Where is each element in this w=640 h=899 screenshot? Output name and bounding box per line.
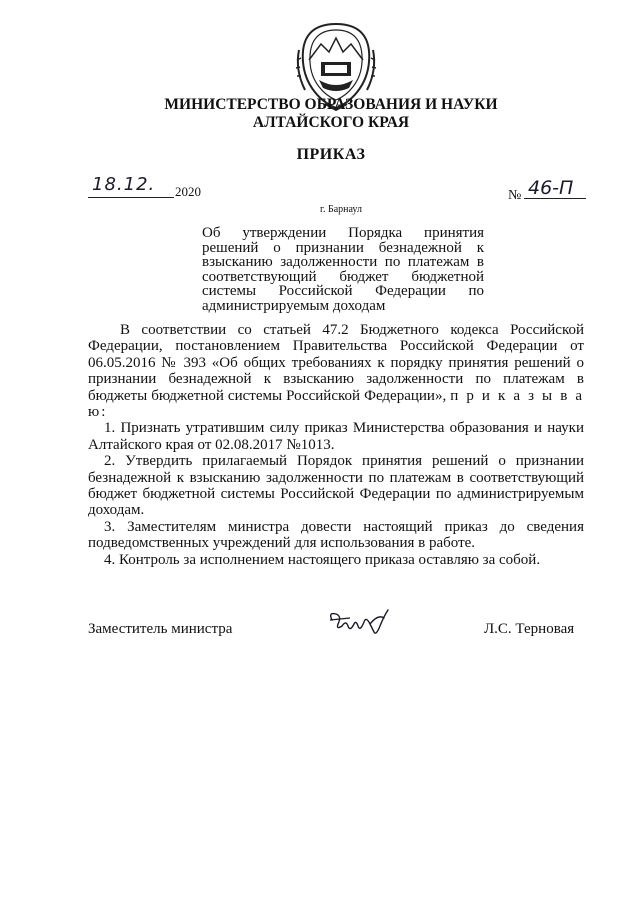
- signatory-position: Заместитель министра: [88, 621, 233, 637]
- handwritten-number: 46-П: [528, 177, 574, 199]
- order-body: [88, 322, 584, 568]
- document-type: ПРИКАЗ: [296, 146, 366, 163]
- number-sign: №: [508, 188, 522, 203]
- item-2: 2. Утвердить прилагаемый Порядок принятия решений о признании безнадежной к взысканию задолженности по платежам в соответствующий бюджет бюджетной системы Российской Федерации по администрируемым доходам.: [88, 453, 584, 519]
- order-word: п р и к а з ы в а ю:: [88, 387, 584, 421]
- item-4: 4. Контроль за исполнением настоящего приказа оставляю за собой.: [104, 551, 541, 568]
- city: г. Барнаул: [320, 204, 362, 215]
- item-1: 1. Признать утратившим силу приказ Министерства образования и науки Алтайского края от 02.08.2017 №1013.: [88, 420, 584, 453]
- year: 2020: [175, 184, 201, 199]
- order-subject: Об утверждении Порядка принятия решений о признании безнадежной к взысканию задолженности по платежам в соответствующий бюджет бюджетной системы Российской Федерации по администрируемым доходам: [202, 225, 484, 314]
- signatory-name: Л.С. Терновая: [484, 621, 575, 637]
- handwritten-signature-icon: [326, 606, 392, 642]
- item-3: 3. Заместителям министра довести настоящий приказ до сведения подведомственных учреждений для использования в работе.: [88, 518, 584, 552]
- ministry-line-2: АЛТАЙСКОГО КРАЯ: [252, 114, 410, 131]
- ministry-line-1: МИНИСТЕРСТВО ОБРАЗОВАНИЯ И НАУКИ: [164, 96, 498, 113]
- preamble-text: В соответствии со статьей 47.2 Бюджетного кодекса Российской Федерации, постановлением Правительства Российской Федерации от 06.05.2016 № 393 «Об общих требованиях к порядку принятия решений о признании безнадежной к взысканию задолженности по платежам в бюджеты бюджетной системы Российской Федерации»,: [88, 322, 584, 404]
- preamble: [88, 322, 584, 420]
- handwritten-date: 18.12.: [92, 174, 156, 195]
- ministry-name: [0, 96, 640, 132]
